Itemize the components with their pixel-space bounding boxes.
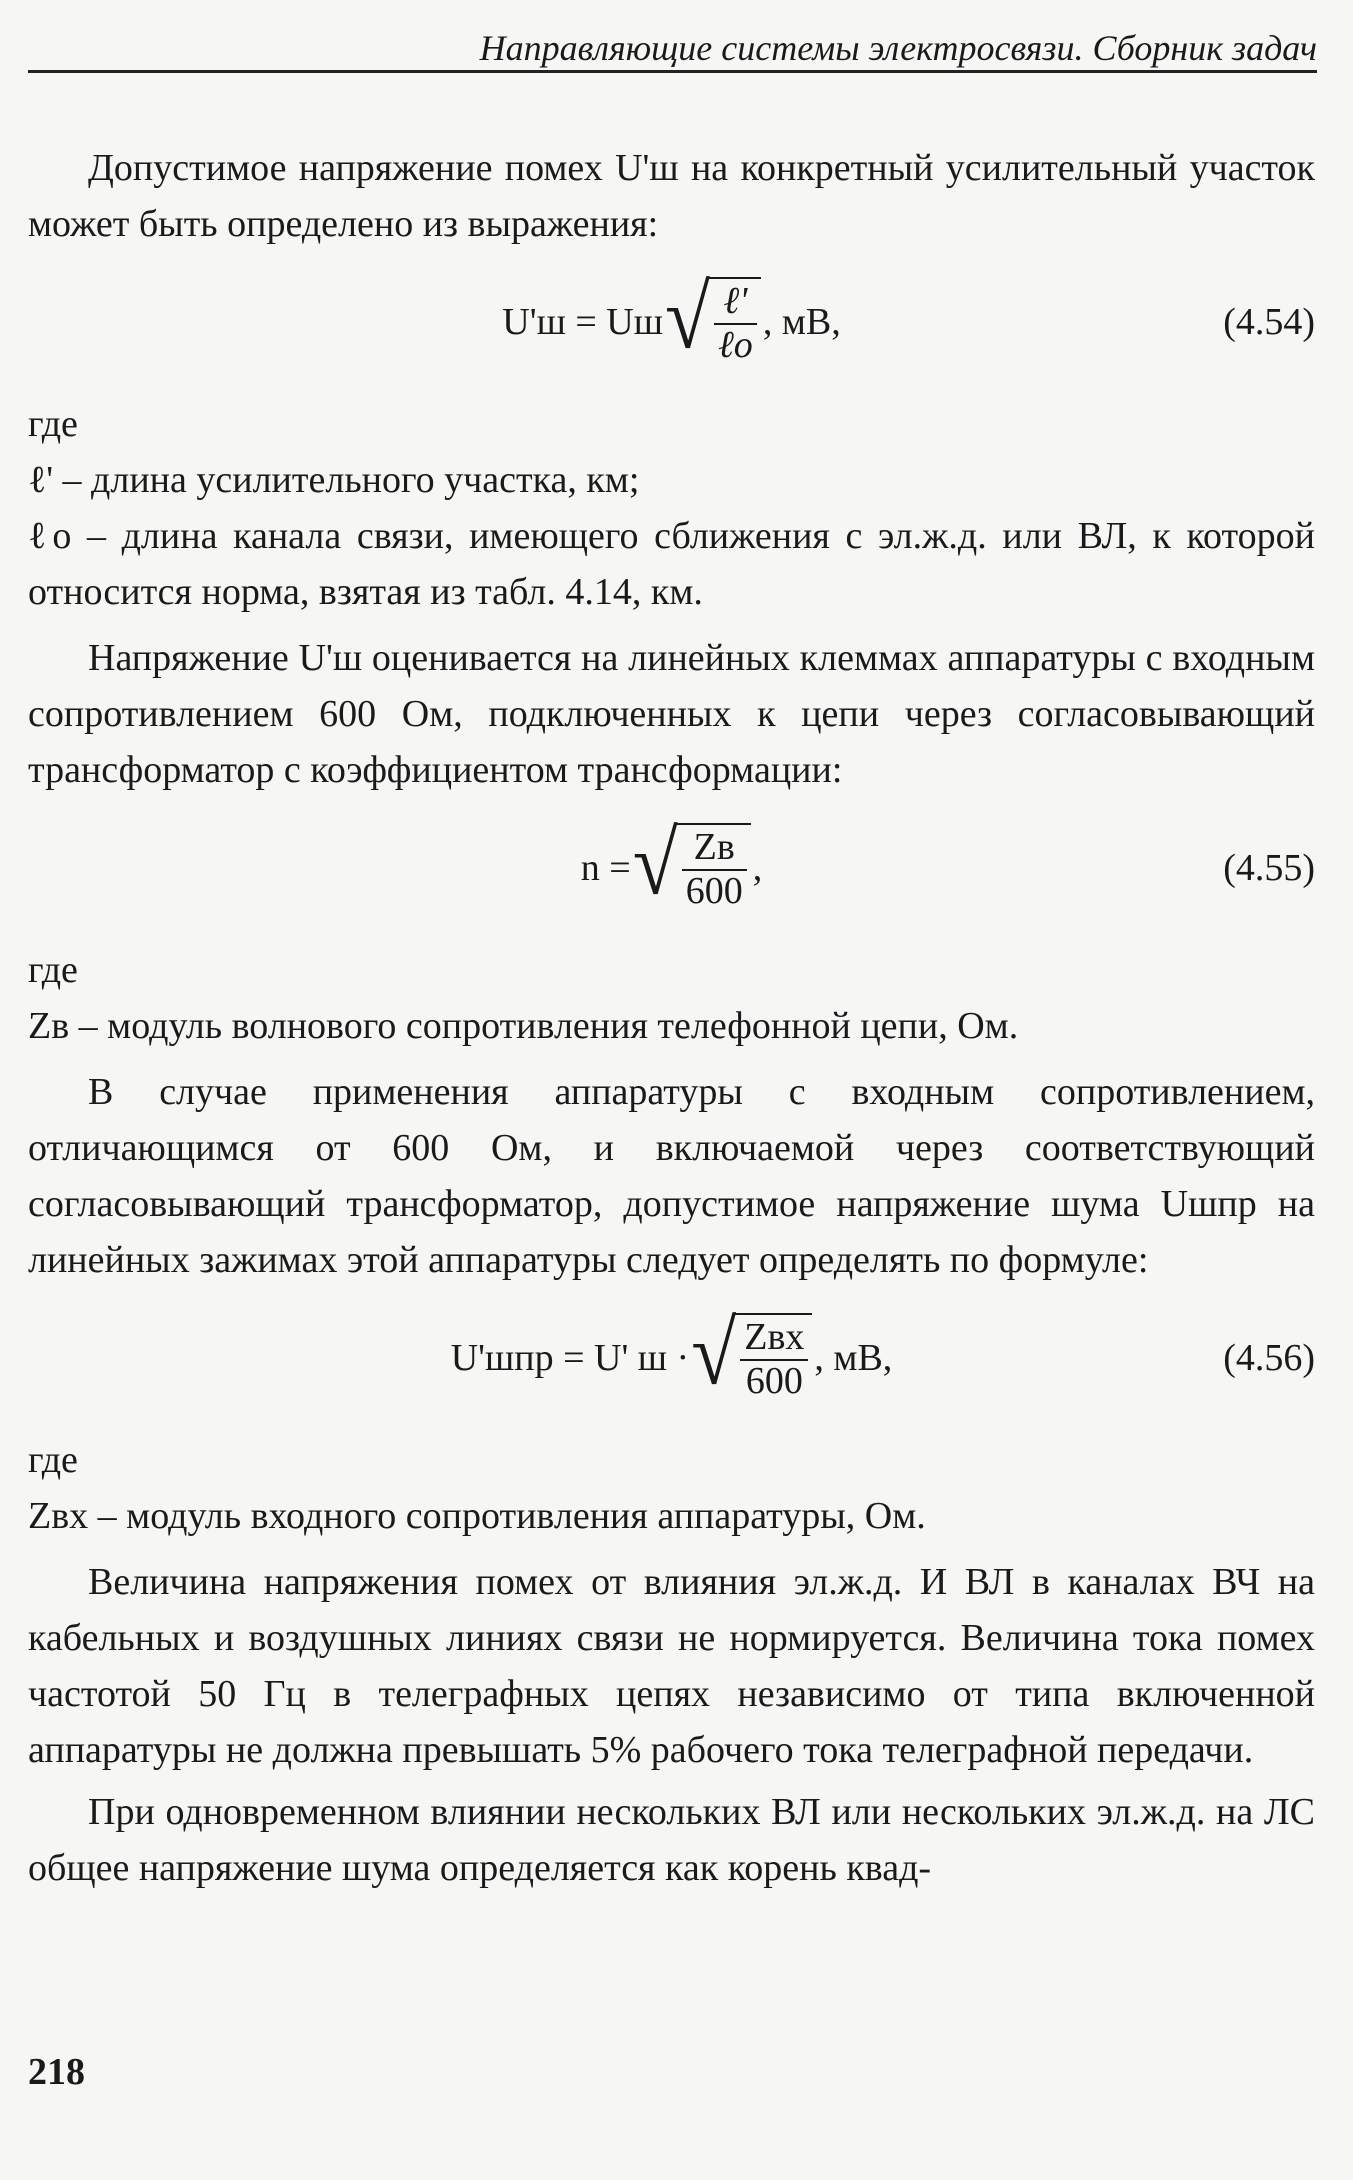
formula-unit: , мВ, xyxy=(814,1337,893,1379)
sqrt-symbol: √ $\frac{Zв}{600}$ xyxy=(633,823,751,913)
formula-4-56 xyxy=(28,1298,1315,1418)
equation-number: (4.56) xyxy=(1223,1337,1315,1379)
fraction-denominator: 600 xyxy=(745,1360,803,1402)
fraction xyxy=(714,281,757,367)
where-label: где xyxy=(28,949,78,991)
formula-4-54 xyxy=(28,262,1315,382)
formula-expression xyxy=(28,262,1315,382)
fraction-numerator: Zвх xyxy=(740,1317,808,1361)
paragraph-5: При одновременном влиянии нескольких ВЛ или нескольких эл.ж.д. на ЛС общее напряжение шума определяется как корень квад- xyxy=(28,1791,1315,1889)
paragraph-1: Допустимое напряжение помех U'ш на конкретный усилительный участок может быть определено из выражения: xyxy=(28,147,1315,245)
fraction xyxy=(682,827,747,913)
page-number: 218 xyxy=(28,2051,85,2093)
formula-lhs: n = xyxy=(580,847,631,889)
formula-expression xyxy=(28,1298,1315,1418)
fraction-denominator: 600 xyxy=(685,870,743,912)
formula-4-55 xyxy=(28,808,1315,928)
running-head: Направляющие системы электросвязи. Сборник задач xyxy=(28,26,1317,73)
definition-l-zero: ℓо – длина канала связи, имеющего сближения с эл.ж.д. или ВЛ, к которой относится норма, взятая из табл. 4.14, км. xyxy=(28,515,1315,613)
sqrt-symbol: √ $\frac{\text{Zвх}}{600}$ xyxy=(691,1313,812,1403)
fraction-numerator: Zв xyxy=(682,827,747,871)
formula-unit: , xyxy=(752,847,763,889)
formula-unit: , мВ, xyxy=(762,301,841,343)
fraction xyxy=(740,1317,808,1403)
formula-expression xyxy=(28,808,1315,928)
page-body xyxy=(28,140,1315,1902)
definition-zvx: Zвх – модуль входного сопротивления аппаратуры, Ом. xyxy=(28,1495,926,1537)
sqrt-symbol: √ $\frac{\text{ℓ'}}{\text{ℓо}}$ xyxy=(665,277,761,367)
equation-number: (4.55) xyxy=(1223,847,1315,889)
where-label: где xyxy=(28,1439,78,1481)
paragraph-4: Величина напряжения помех от влияния эл.ж.д. И ВЛ в каналах ВЧ на кабельных и воздушных линиях связи не нормируется. Величина тока помех частотой 50 Гц в телеграфных цепях независимо от типа включенной аппаратуры не должна превышать 5% рабочего тока телеграфной передачи. xyxy=(28,1561,1315,1771)
paragraph-3: В случае применения аппаратуры с входным сопротивлением, отличающимся от 600 Ом, и включаемой через соответствующий согласовывающий трансформатор, допустимое напряжение шума Uшпр на линейных зажимах этой аппаратуры следует определять по формуле: xyxy=(28,1071,1315,1281)
paragraph-2: Напряжение U'ш оценивается на линейных клеммах аппаратуры с входным сопротивлением 600 Ом, подключенных к цепи через согласовывающий трансформатор с коэффициентом трансформации: xyxy=(28,637,1315,791)
formula-lhs: U'ш = Uш xyxy=(502,301,663,343)
where-label: где xyxy=(28,403,78,445)
formula-lhs: U'шпр = U' ш · xyxy=(450,1337,690,1379)
definition-zv: Zв – модуль волнового сопротивления телефонной цепи, Ом. xyxy=(28,1005,1019,1047)
fraction-numerator: ℓ' xyxy=(714,281,757,325)
equation-number: (4.54) xyxy=(1223,301,1315,343)
fraction-denominator: ℓо xyxy=(717,324,753,366)
definition-l-prime: ℓ' – длина усилительного участка, км; xyxy=(28,459,640,501)
